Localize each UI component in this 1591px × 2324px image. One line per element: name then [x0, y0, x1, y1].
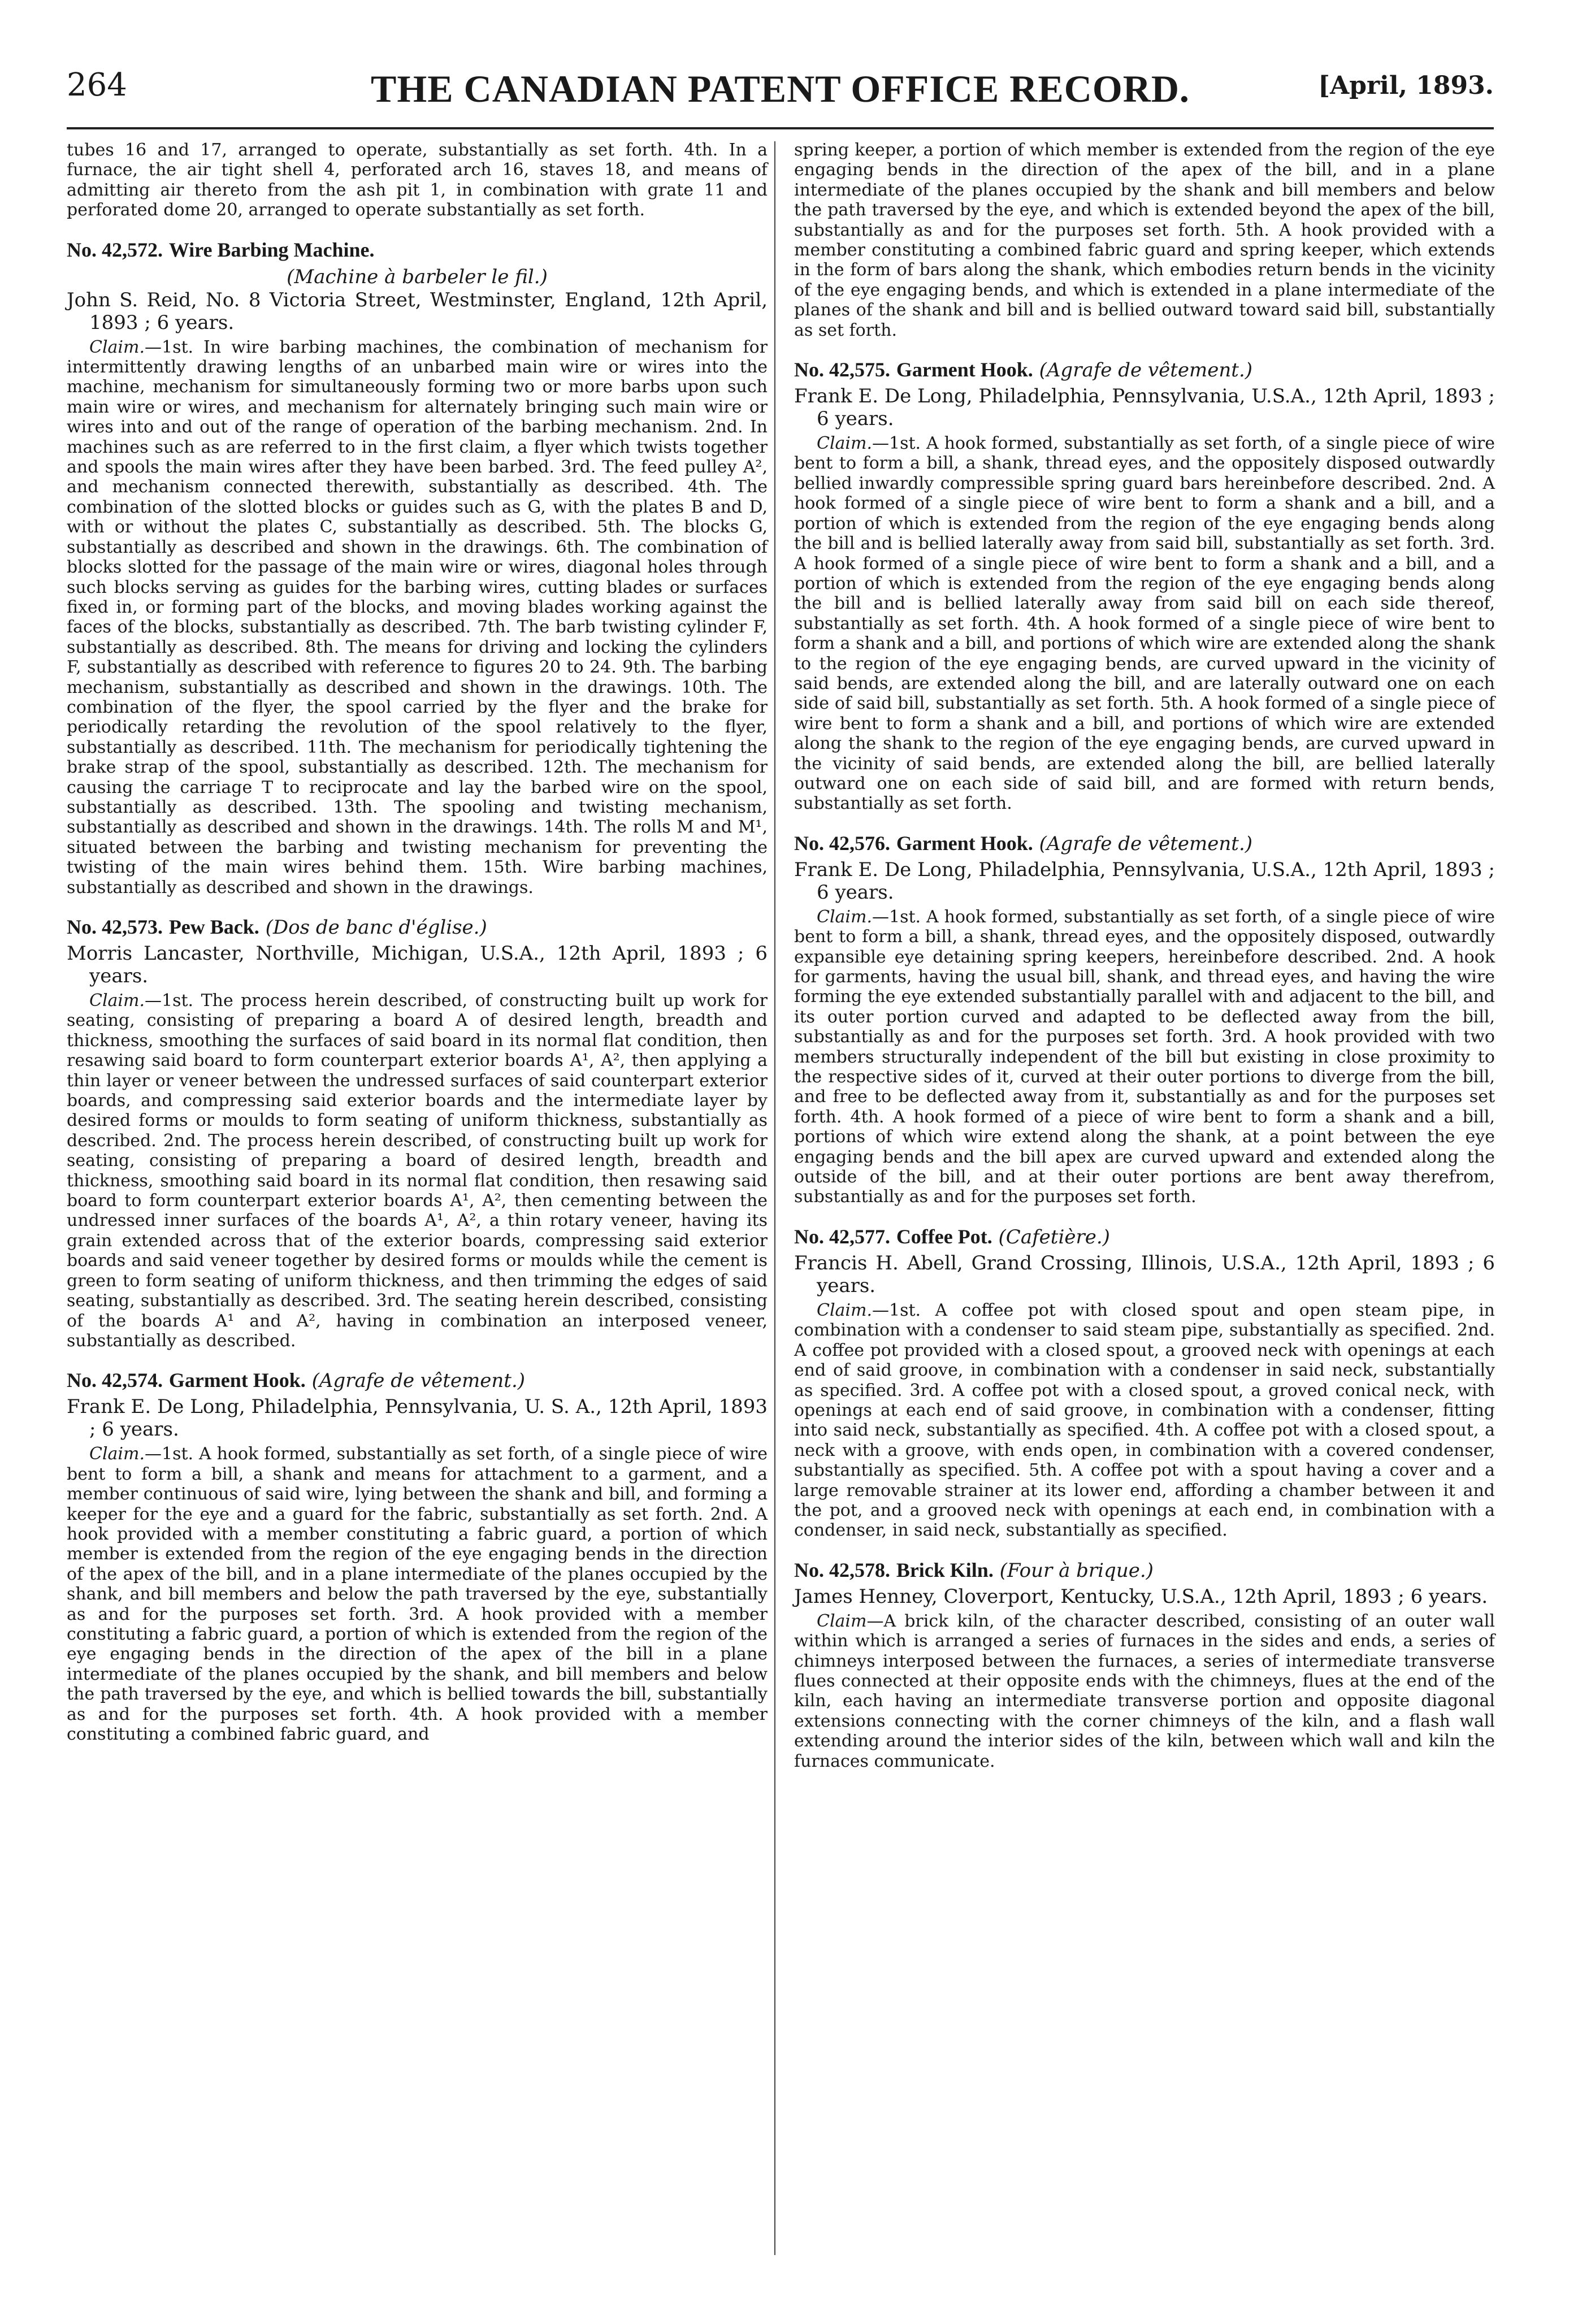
left-column [67, 140, 768, 1744]
patent-entry [67, 237, 768, 897]
patent-heading [794, 1224, 1495, 1250]
patent-inventor: Frank E. De Long, Philadelphia, Pennsylvania, U.S.A., 12th April, 1893 ; 6 years. [794, 385, 1495, 431]
patent-claim [67, 337, 768, 897]
patent-inventor: Frank E. De Long, Philadelphia, Pennsylvania, U. S. A., 12th April, 1893 ; 6 years. [67, 1395, 768, 1441]
patent-entry [67, 1368, 768, 1744]
claim-label: Claim. [817, 1300, 873, 1320]
patent-entry [794, 831, 1495, 1207]
claim-label: Claim. [89, 1444, 145, 1464]
patent-heading [794, 357, 1495, 383]
patent-title: Garment Hook. [896, 358, 1033, 381]
patent-number: No. 42,574. [67, 1369, 163, 1392]
page-header [67, 67, 1494, 129]
issue-date: [April, 1893. [1318, 71, 1494, 100]
patent-heading [67, 914, 768, 940]
patent-inventor: Frank E. De Long, Philadelphia, Pennsylvania, U.S.A., 12th April, 1893 ; 6 years. [794, 858, 1495, 904]
patent-heading [794, 1558, 1495, 1583]
patent-entry [67, 914, 768, 1351]
patent-title: Garment Hook. [168, 1369, 306, 1392]
patent-french-title: (Agrafe de vêtement.) [311, 1369, 526, 1393]
patent-title: Wire Barbing Machine. [168, 238, 375, 261]
patent-title: Brick Kiln. [896, 1558, 994, 1581]
patent-number: No. 42,575. [794, 358, 890, 381]
claim-text: —A brick kiln, of the character described, consisting of an outer wall within which is arranged a series of furnaces in the sides and ends, a series of chimneys interposed between the furnaces, a series of intermediate transverse flues connected at their opposite ends with the chimneys, flues at the end of the kiln, each having an intermediate transverse portion and opposite diagonal extensions connecting with the corner chimneys of the kiln, and a flash wall extending around the interior sides of the kiln, between which wall and kiln the furnaces communicate. [794, 1611, 1495, 1771]
patent-claim [794, 433, 1495, 814]
claim-label: Claim. [817, 433, 873, 454]
patent-inventor: John S. Reid, No. 8 Victoria Street, Westminster, England, 12th April, 1893 ; 6 years. [67, 288, 768, 334]
patent-entry [794, 1558, 1495, 1771]
patent-heading [67, 237, 768, 263]
patent-heading [67, 1368, 768, 1393]
patent-number: No. 42,573. [67, 916, 163, 938]
patent-claim [794, 907, 1495, 1207]
patent-claim [794, 1611, 1495, 1771]
patent-title: Garment Hook. [896, 831, 1033, 855]
patent-french-title: (Cafetière.) [998, 1225, 1110, 1248]
claim-label: Claim [817, 1611, 867, 1631]
patent-french-line [67, 265, 768, 289]
patent-entry [794, 357, 1495, 814]
patent-inventor: James Henney, Cloverport, Kentucky, U.S.A., 12th April, 1893 ; 6 years. [794, 1585, 1488, 1608]
claim-text: —1st. A coffee pot with closed spout and open steam pipe, in combination with a condenser to said steam pipe, substantially as specified. 2nd. A coffee pot provided with a closed spout, a grooved neck with openings at each end of said groove, in combination with a condenser in said neck, substantially as specified. 3rd. A coffee pot with a closed spout, a groved conical neck, with openings at each end of said groove, in combination with a condenser, fitting into said neck, substantially as specified. 4th. A coffee pot with a closed spout, a neck with a groove, with ends open, in combination with a covered condenser, substantially as specified. 5th. A coffee pot with a spout having a cover and a large removable strainer at its lower end, affording a chamber between it and the pot, and a grooved neck with openings at each end, in combination with a condenser, in said neck, substantially as specified. [794, 1300, 1495, 1541]
patent-number: No. 42,572. [67, 238, 163, 261]
patent-number: No. 42,576. [794, 831, 890, 855]
patent-inventor: Francis H. Abell, Grand Crossing, Illinois, U.S.A., 12th April, 1893 ; 6 years. [794, 1251, 1495, 1297]
column-divider [774, 141, 775, 2255]
claim-text: —1st. The process herein described, of constructing built up work for seating, consisting of preparing a board A of desired length, breadth and thickness, smoothing the surfaces of said board in its normal flat condition, then resawing said board to form counterpart exterior boards A¹, A², then applying a thin layer or veneer between the undressed surfaces of said counterpart exterior boards, and compressing said exterior boards and the intermediate layer by desired forms or moulds to form seating of uniform thickness, substantially as described. 2nd. The process herein described, of constructing built up work for seating, consisting of preparing a board of desired length, breadth and thickness, smoothing said board in its normal flat condition, then resawing said board to form counterpart exterior boards A¹, A², then cementing between the undressed inner surfaces of the boards A¹, A², a thin rotary veneer, having its grain extended across that of the exterior boards, compressing said exterior boards and said veneer together by desired forms or moulds while the cement is green to form seating of uniform thickness, and then trimming the edges of said seating, substantially as described. 3rd. The seating herein described, consisting of the boards A¹ and A², having in combination an interposed veneer, substantially as described. [67, 991, 768, 1351]
right-entries [794, 357, 1495, 1771]
patent-entry [794, 1224, 1495, 1541]
patent-french-title: (Agrafe de vêtement.) [1039, 359, 1253, 382]
header-rule [67, 127, 1494, 129]
patent-title: Coffee Pot. [896, 1225, 992, 1248]
patent-french-title: (Machine à barbeler le fil.) [287, 265, 548, 288]
claim-label: Claim. [817, 907, 873, 927]
patent-inventor: Morris Lancaster, Northville, Michigan, U.S.A., 12th April, 1893 ; 6 years. [67, 942, 768, 987]
patent-french-title: (Dos de banc d'église.) [265, 916, 487, 939]
patent-number: No. 42,578. [794, 1558, 890, 1581]
left-entries [67, 237, 768, 1745]
patent-claim [67, 1444, 768, 1744]
continued-claim-text: tubes 16 and 17, arranged to operate, substantially as set forth. 4th. In a furnace, the air tight shell 4, perforated arch 16, staves 18, and means of admitting air thereto from the ash pit 1, in combination with grate 11 and perforated dome 20, arranged to operate substantially as set forth. [67, 140, 768, 220]
claim-text: —1st. In wire barbing machines, the combination of mechanism for intermittently drawing lengths of an unbarbed main wire or wires into the machine, mechanism for simultaneously forming two or more barbs upon such main wire or wires, and mechanism for alternately bringing such main wire or wires into and out of the range of operation of the barbing mechanism. 2nd. In machines such as are referred to in the first claim, a flyer which twists together and spools the main wires after they have been barbed. 3rd. The feed pulley A², and mechanism connected therewith, substantially as described. 4th. The combination of the slotted blocks or guides such as G, with the plates B and D, with or without the plates C, substantially as described. 5th. The blocks G, substantially as described and shown in the drawings. 6th. The combination of blocks slotted for the passage of the main wire or wires, diagonal holes through such blocks serving as guides for the barbing wires, cutting blades or surfaces fixed in, or forming part of the blocks, and moving blades working against the faces of the blocks, substantially as described. 7th. The barb twisting cylinder F, substantially as described. 8th. The means for driving and locking the cylinders F, substantially as described with reference to figures 20 to 24. 9th. The barbing mechanism, substantially as described and shown in the drawings. 10th. The combination of the flyer, the spool carried by the flyer and the brake for periodically retarding the revolution of the spool relatively to the flyer, substantially as described. 11th. The mechanism for periodically tightening the brake strap of the spool, substantially as described. 12th. The mechanism for causing the carriage T to reciprocate and lay the barbed wire on the spool, substantially as described. 13th. The spooling and twisting mechanism, substantially as described and shown in the drawings. 14th. The rolls M and M¹, situated between the barbing and twisting mechanism for preventing the twisting of the main wires behind them. 15th. Wire barbing machines, substantially as described and shown in the drawings. [67, 337, 768, 897]
patent-claim [67, 991, 768, 1351]
claim-label: Claim. [89, 991, 145, 1011]
right-column [794, 140, 1495, 1771]
claim-text: —1st. A hook formed, substantially as set forth, of a single piece of wire bent to form a bill, a shank, thread eyes, and the oppositely disposed, outwardly expansible eye detaining spring keepers, hereinbefore described. 2nd. A hook for garments, having the usual bill, shank, and thread eyes, and having the wire forming the eye extended substantially parallel with and adjacent to the bill, and its outer portion curved and adapted to be deflected away from the bill, substantially as and for the purposes set forth. 3rd. A hook provided with two members structurally independent of the bill but existing in close proximity to the respective sides of it, curved at their outer portions to diverge from the bill, and free to be deflected away from it, substantially as and for the purposes set forth. 4th. A hook formed of a piece of wire bent to form a shank and a bill, portions of which wire extend along the shank, at a point between the eye engaging bends and the bill apex are curved upward and extended along the outside of the bill, and at their outer portions are bent away therefrom, substantially as and for the purposes set forth. [794, 907, 1495, 1207]
claim-text: —1st. A hook formed, substantially as set forth, of a single piece of wire bent to form a bill, a shank and means for attachment to a garment, and a member continuous of said wire, lying between the shank and bill, and forming a keeper for the eye and a guard for the fabric, substantially as set forth. 2nd. A hook provided with a member constituting a fabric guard, a portion of which member is extended from the region of the eye engaging bends in the direction of the apex of the bill, and in a plane intermediate of the planes occupied by the shank, and bill members and below the path traversed by the eye, substantially as and for the purposes set forth. 3rd. A hook provided with a member constituting a fabric guard, a portion of which is extended from the region of the eye engaging bends in the direction of the apex of the bill in a plane intermediate of the planes occupied by the shank, and bill members and below the path traversed by the eye, and which is bellied towards the bill, substantially as and for the purposes set forth. 4th. A hook provided with a member constituting a combined fabric guard, and [67, 1444, 768, 1744]
claim-text: —1st. A hook formed, substantially as set forth, of a single piece of wire bent to form a bill, a shank, thread eyes, and the oppositely disposed outwardly bellied inwardly compressible spring guard bars hereinbefore described. 2nd. A hook formed of a single piece of wire bent to form a shank and a bill, and a portion of which is extended from the region of the eye engaging bends along the bill and is bellied laterally away from said bill, substantially as set forth. 3rd. A hook formed of a single piece of wire bent to form a shank and a bill, and a portion of which is extended from the region of the eye engaging bends along the bill and is bellied laterally away from said bill on each side thereof, substantially as set forth. 4th. A hook formed of a single piece of wire bent to form a shank and a bill, and portions of which wire are extended along the shank to the region of the eye engaging bends, are curved upward in the vicinity of said bends, are extended along the bill, and are laterally outward one on each side of said bill, substantially as set forth. 5th. A hook formed of a single piece of wire bent to form a shank and a bill, and portions of which wire are extended along the shank to the region of the eye engaging bends, are curved upward in the vicinity of said bends, are extended along the bill, are bellied laterally outward one on each side of said bill, and are formed with return bends, substantially as set forth. [794, 433, 1495, 814]
patent-french-title: (Four à brique.) [999, 1559, 1154, 1582]
patent-title: Pew Back. [168, 916, 259, 938]
patent-number: No. 42,577. [794, 1225, 890, 1248]
patent-french-title: (Agrafe de vêtement.) [1039, 832, 1253, 855]
publication-title: THE CANADIAN PATENT OFFICE RECORD. [371, 67, 1190, 110]
claim-label: Claim. [89, 337, 145, 357]
page-number: 264 [67, 67, 127, 103]
patent-claim [794, 1300, 1495, 1541]
continued-claim-text: spring keeper, a portion of which member is extended from the region of the eye engaging bends in the direction of the apex of the bill, and in a plane intermediate of the planes occupied by the shank and bill members and below the path traversed by the eye, and which is extended beyond the apex of the bill, substantially as and for the purposes set forth. 5th. A hook provided with a member constituting a combined fabric guard and spring keeper, which extends in the form of bars along the shank, which embodies return bends in the vicinity of the eye engaging bends, and which is extended in a plane intermediate of the planes of the shank and bill and is bellied outward toward said bill, substantially as set forth. [794, 140, 1495, 340]
patent-heading [794, 831, 1495, 856]
